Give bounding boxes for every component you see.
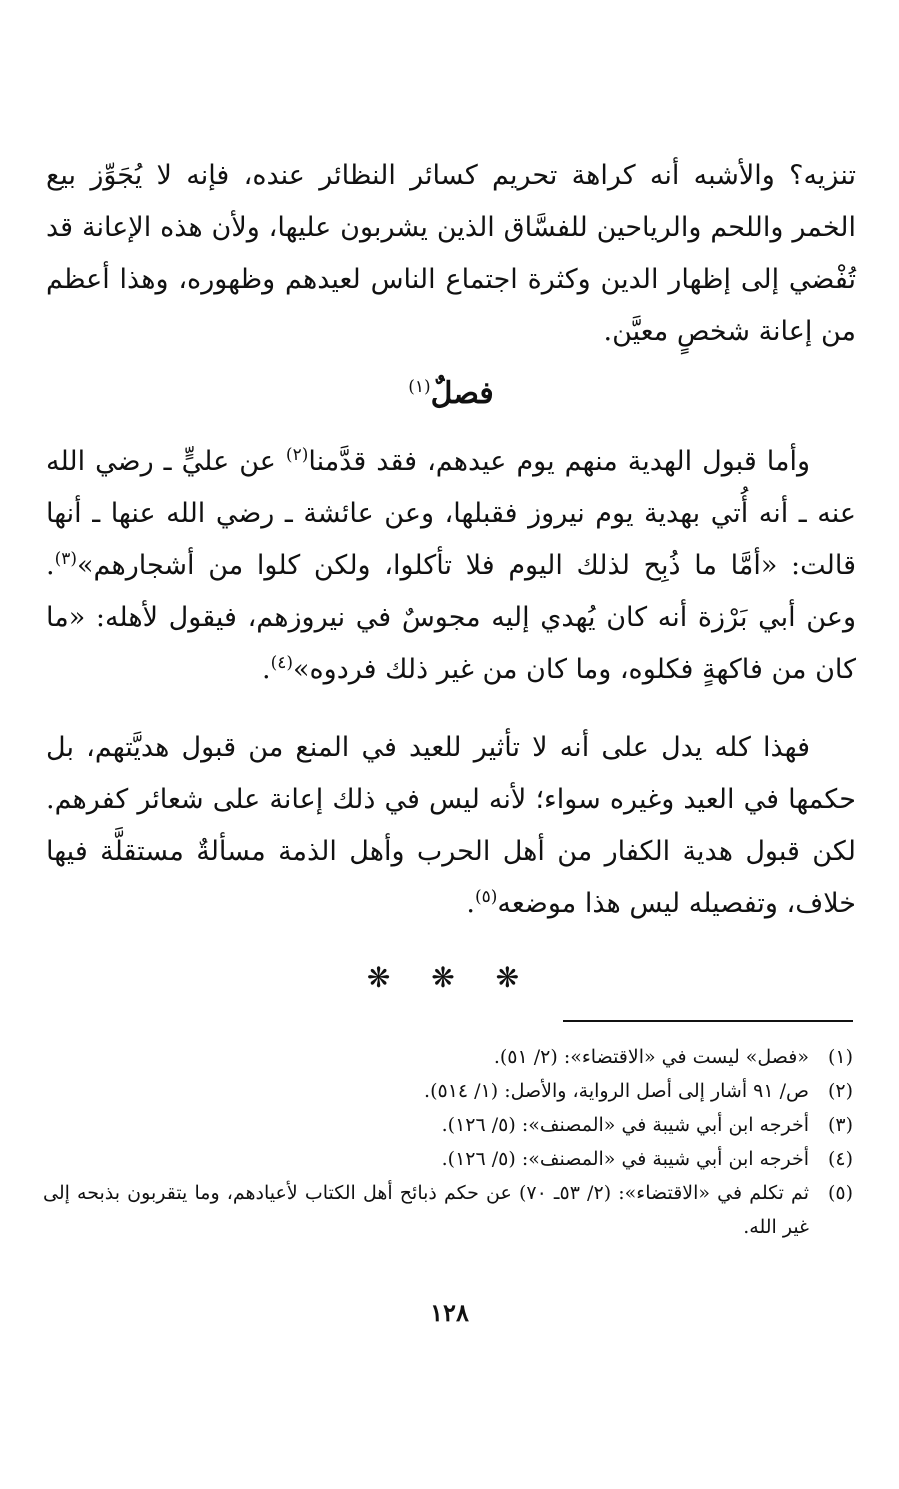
- paragraph-gap: [46, 696, 856, 722]
- paragraph-2-text-c: . وعن أبي بَرْزة أنه كان يُهدي إليه مجوسٌ في نيروزهم، فيقول لأهله: «ما كان من فاكهةٍ فكلوه، وما كان من غير ذلك فردوه»: [46, 550, 856, 685]
- paragraph-2-text-d: .: [261, 654, 271, 685]
- section-separator: ❋ ❋ ❋: [366, 961, 536, 994]
- paragraph-3-text-b: .: [466, 888, 475, 919]
- footnote-text: ص/ ٩١ أشار إلى أصل الرواية، والأصل: (١/ ٥١٤).: [424, 1080, 809, 1102]
- footnote-text: «فصل» ليست في «الاقتضاء»: (٢/ ٥١).: [493, 1046, 809, 1068]
- footnote-ref-3: (٣): [54, 549, 78, 569]
- footnote-item: [43, 1176, 853, 1244]
- footnote-number: (٤): [827, 1148, 853, 1170]
- footnote-item: [43, 1108, 853, 1142]
- footnote-item: [43, 1142, 853, 1176]
- footnote-divider: [563, 1020, 853, 1022]
- main-text: [46, 150, 856, 998]
- section-heading-text: فصلٌ: [430, 376, 494, 411]
- footnotes: [43, 1040, 853, 1244]
- section-heading: [46, 374, 856, 414]
- paragraph-3: [46, 722, 856, 930]
- paragraph-2-text-a: وأما قبول الهدية منهم يوم عيدهم، فقد قدَّمنا: [308, 446, 810, 477]
- footnote-item: [43, 1074, 853, 1108]
- footnote-text: أخرجه ابن أبي شيبة في «المصنف»: (٥/ ١٢٦).: [441, 1114, 809, 1136]
- paragraph-1: تنزيه؟ والأشبه أنه كراهة تحريم كسائر النظائر عنده، فإنه لا يُجَوِّز بيع الخمر واللحم والرياحين للفسَّاق الذين يشربون عليها، ولأن هذه الإعانة قد تُفْضي إلى إظهار الدين وكثرة اجتماع الناس لعيدهم وظهوره، وهذا أعظم من إعانة شخصٍ معيَّن.: [46, 160, 856, 347]
- page-number: ١٢٨: [430, 1298, 469, 1327]
- footnote-number: (٥): [827, 1182, 853, 1204]
- footnote-ref-5: (٥): [475, 887, 498, 907]
- footnote-ref-2: (٢): [285, 445, 309, 465]
- footnote-number: (٣): [827, 1114, 853, 1136]
- footnote-item: [43, 1040, 853, 1074]
- footnote-number: (٢): [827, 1080, 853, 1102]
- footnote-text: ثم تكلم في «الاقتضاء»: (٢/ ٥٣ـ ٧٠) عن حكم ذبائح أهل الكتاب لأعيادهم، وما يتقربون بذبحه إلى غير الله.: [43, 1182, 809, 1238]
- paragraph-2: [46, 436, 856, 696]
- footnote-number: (١): [827, 1046, 853, 1068]
- paragraph-3-text-a: فهذا كله يدل على أنه لا تأثير للعيد في المنع من قبول هديَّتهم، بل حكمها في العيد وغيره سواء؛ لأنه ليس في ذلك إعانة على شعائر كفرهم. لكن قبول هدية الكفار من أهل الحرب وأهل الذمة مسألةٌ مستقلَّة فيها خلاف، وتفصيله ليس هذا موضعه: [46, 732, 856, 919]
- footnote-ref-1: (١): [408, 377, 431, 397]
- paragraph-2-text-b: عن عليٍّ ـ رضي الله عنه ـ أنه أُتي بهدية يوم نيروز فقبلها، وعن عائشة ـ رضي الله عنها ـ أنها قالت: «أمَّا ما ذُبِح لذلك اليوم فلا تأكلوا، ولكن كلوا من أشجارهم»: [46, 446, 856, 581]
- footnote-text: أخرجه ابن أبي شيبة في «المصنف»: (٥/ ١٢٦).: [441, 1148, 809, 1170]
- footnote-ref-4: (٤): [270, 653, 293, 673]
